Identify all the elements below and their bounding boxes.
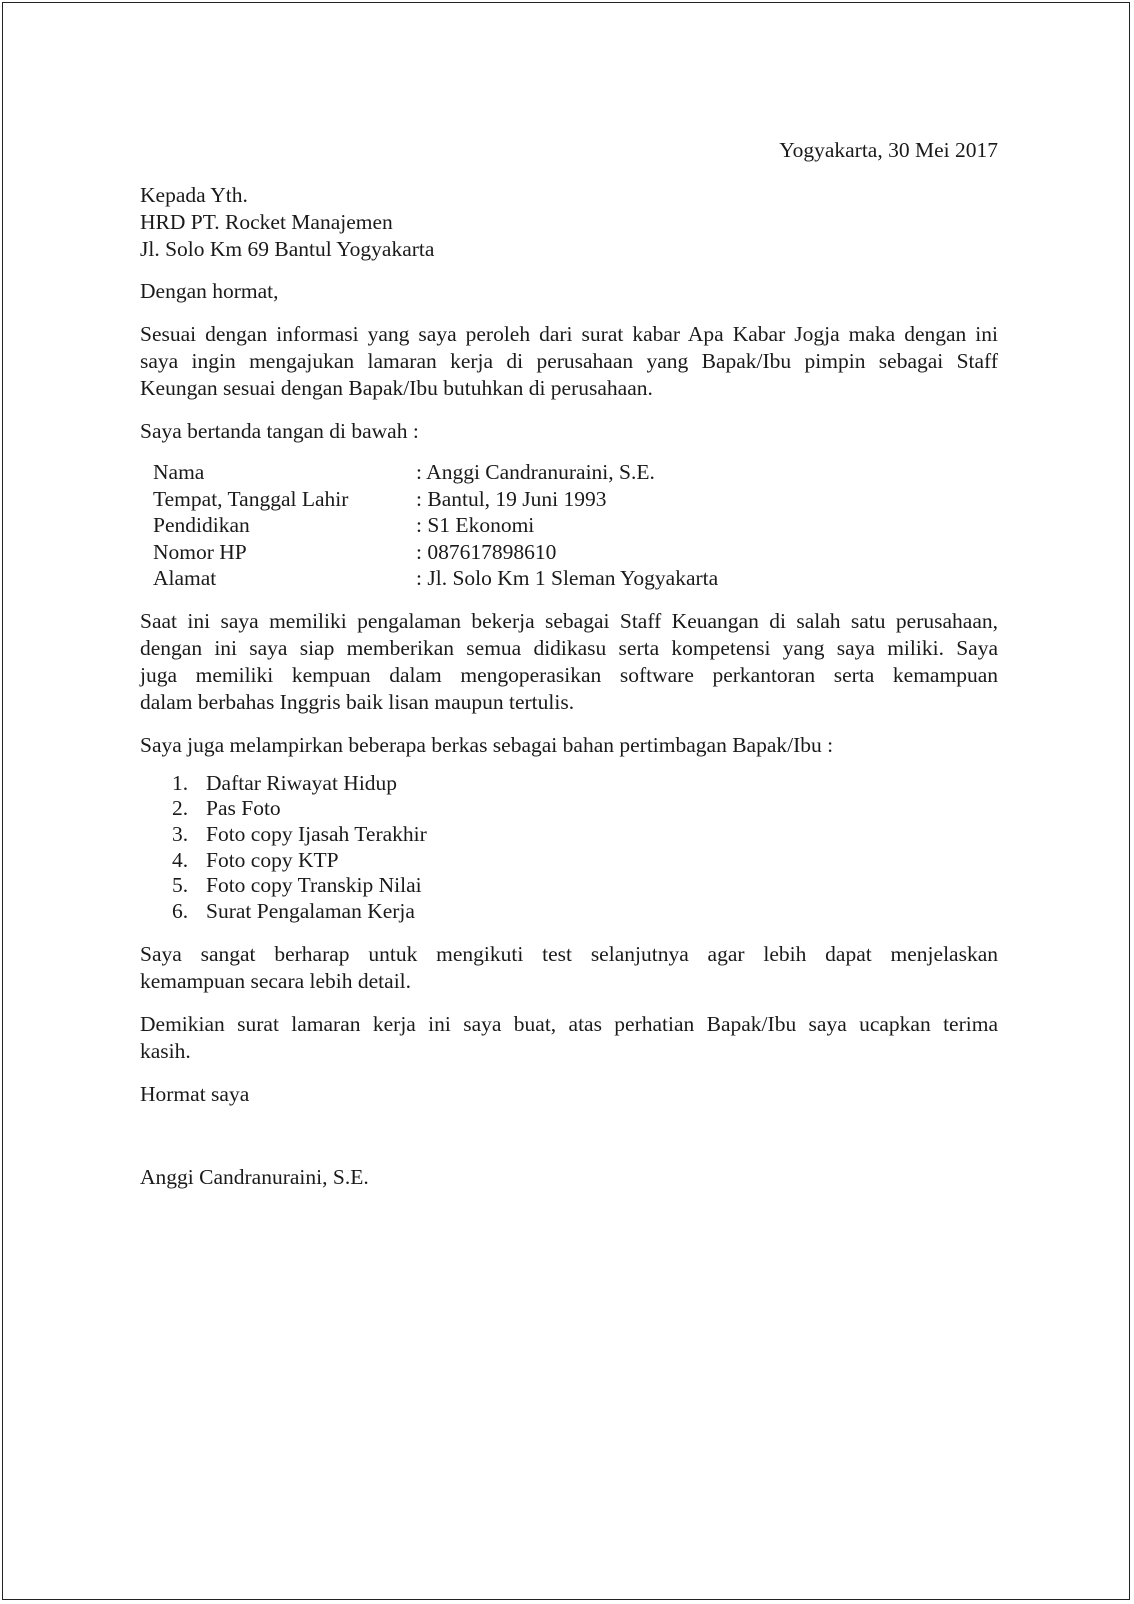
list-item [140,848,998,874]
experience-paragraph [140,608,998,716]
signature-name: Anggi Candranuraini, S.E. [140,1164,369,1189]
list-item [140,822,998,848]
paragraph-line: dengan ini saya siap memberikan semua didikasu serta kompetensi yang saya miliki. Saya [140,635,998,660]
identity-value: : Bantul, 19 Juni 1993 [416,486,607,511]
letter-page [2,2,1130,1600]
list-item-number: 2. [172,796,189,821]
recipient-block [140,182,998,263]
recipient-line: HRD PT. Rocket Manajemen [140,210,393,234]
list-item-text: Foto copy Ijasah Terakhir [206,821,427,846]
identity-table [153,459,718,592]
hope-paragraph [140,941,998,995]
identity-label: Nama [153,460,205,484]
identity-intro: Saya bertanda tangan di bawah : [140,419,419,443]
intro-paragraph [140,321,998,402]
list-item-number: 5. [172,873,189,898]
list-item-text: Foto copy KTP [206,847,339,872]
identity-label: Nomor HP [153,539,247,564]
list-item-text: Daftar Riwayat Hidup [206,770,398,795]
paragraph-line: kasih. [140,1038,191,1063]
letter-body [140,137,998,1207]
letter-date: Yogyakarta, 30 Mei 2017 [779,138,998,162]
identity-value: : 087617898610 [416,539,557,564]
list-item-text: Surat Pengalaman Kerja [206,899,415,924]
recipient-line: Jl. Solo Km 69 Bantul Yogyakarta [140,237,435,261]
attachments-list [140,771,998,925]
list-item-text: Foto copy Transkip Nilai [206,873,422,898]
identity-value: : Anggi Candranuraini, S.E. [416,460,655,484]
paragraph-line: juga memiliki kempuan dalam mengoperasikan software perkantoran serta kemampuan [140,662,998,687]
list-item-number: 3. [172,821,189,846]
paragraph-line: kemampuan secara lebih detail. [140,968,412,993]
closing-paragraph [140,1011,998,1065]
identity-label: Alamat [153,566,217,590]
sign-off: Hormat saya [140,1081,250,1106]
list-item [140,899,998,925]
list-item [140,796,998,822]
identity-row [153,459,718,486]
salutation: Dengan hormat, [140,279,279,303]
paragraph-line: Demikian surat lamaran kerja ini saya buat, atas perhatian Bapak/Ibu saya ucapkan terima [140,1011,998,1036]
paragraph-line: Keungan sesuai dengan Bapak/Ibu butuhkan di perusahaan. [140,376,653,400]
list-item [140,771,998,797]
identity-row [153,486,718,513]
paragraph-line: Sesuai dengan informasi yang saya peroleh dari surat kabar Apa Kabar Jogja maka dengan ini [140,322,998,346]
identity-value: : Jl. Solo Km 1 Sleman Yogyakarta [416,566,719,590]
paragraph-line: dalam berbahas Inggris baik lisan maupun tertulis. [140,689,575,714]
list-item-number: 6. [172,899,189,924]
list-item-number: 1. [172,770,189,795]
identity-label: Pendidikan [153,513,250,537]
list-item [140,873,998,899]
identity-row [153,539,718,566]
identity-row [153,512,718,539]
recipient-line: Kepada Yth. [140,183,248,207]
identity-label: Tempat, Tanggal Lahir [153,486,349,511]
identity-row [153,565,718,592]
paragraph-line: Saya sangat berharap untuk mengikuti test selanjutnya agar lebih dapat menjelaskan [140,941,998,966]
paragraph-line: saya ingin mengajukan lamaran kerja di perusahaan yang Bapak/Ibu pimpin sebagai Staff [140,349,998,373]
list-item-text: Pas Foto [206,796,281,821]
list-item-number: 4. [172,847,189,872]
identity-value: : S1 Ekonomi [416,513,535,537]
attachments-intro: Saya juga melampirkan beberapa berkas sebagai bahan pertimbagan Bapak/Ibu : [140,732,834,757]
paragraph-line: Saat ini saya memiliki pengalaman bekerja sebagai Staff Keuangan di salah satu perusahaan, [140,608,998,633]
